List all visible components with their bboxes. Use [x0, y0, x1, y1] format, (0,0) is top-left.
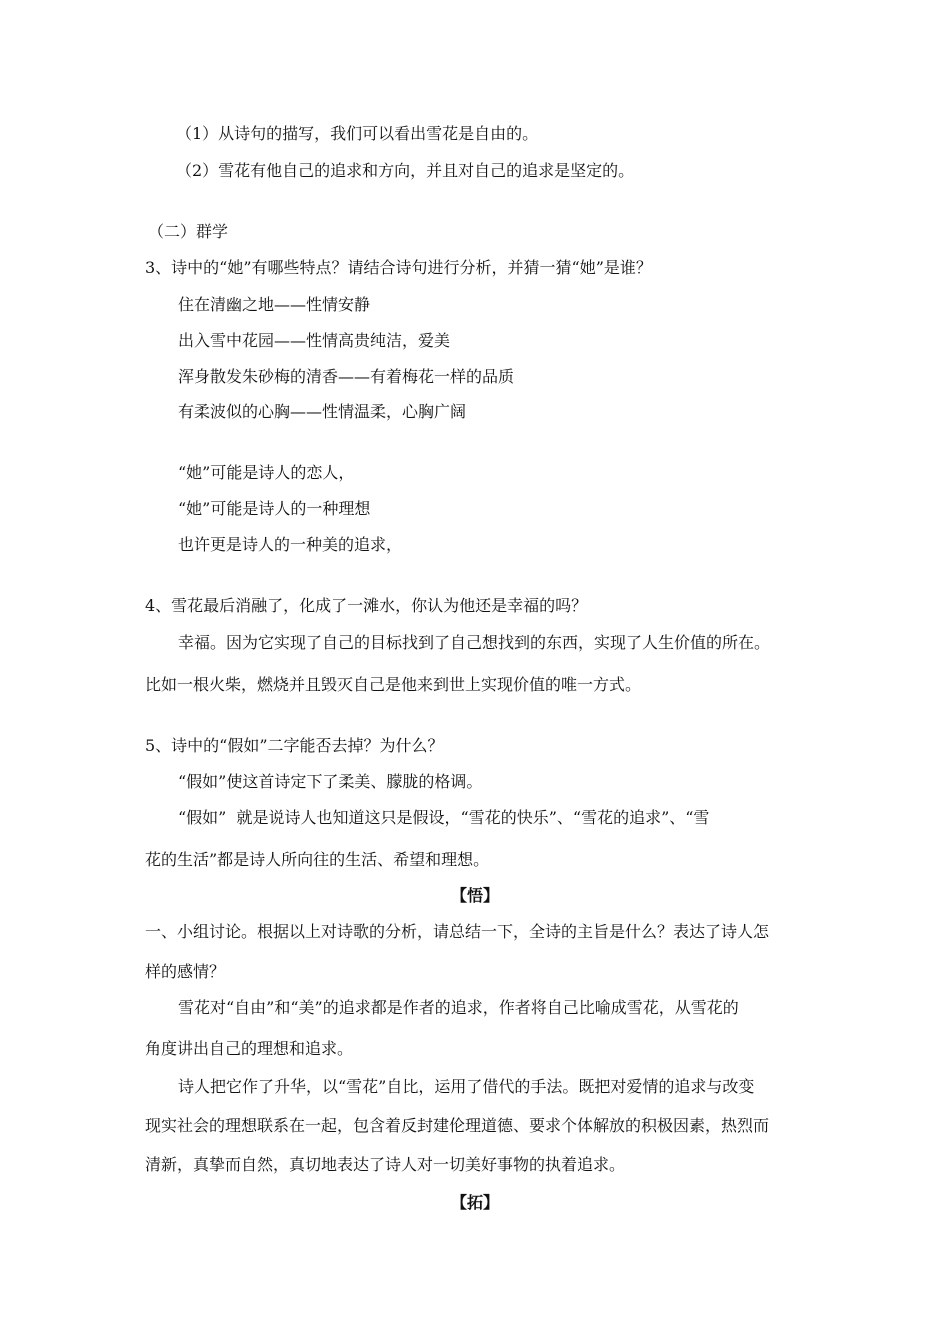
answer-line: “假如”使这首诗定下了柔美、朦胧的格调。 [178, 772, 483, 791]
answer-line: “假如” 就是说诗人也知道这只是假设，“雪花的快乐”、“雪花的追求”、“雪 [178, 808, 710, 827]
answer-line: 比如一根火柴，燃烧并且毁灭自己是他来到世上实现价值的唯一方式。 [145, 675, 642, 694]
paragraph-line: 现实社会的理想联系在一起，包含着反封建伦理道德、要求个体解放的积极因素，热烈而 [145, 1116, 770, 1135]
answer-line: 浑身散发朱砂梅的清香——有着梅花一样的品质 [178, 367, 515, 386]
answer-line: 出入雪中花园——性情高贵纯洁，爱美 [178, 331, 451, 350]
heading-wu: 【悟】 [450, 886, 499, 905]
answer-line: 有柔波似的心胸——性情温柔，心胸广阔 [178, 402, 467, 421]
task-line: 一、小组讨论。根据以上对诗歌的分析，请总结一下，全诗的主旨是什么？表达了诗人怎 [145, 922, 770, 941]
paragraph-line: 雪花对“自由”和“美”的追求都是作者的追求，作者将自己比喻成雪花，从雪花的 [178, 998, 739, 1017]
task-line: 样的感情？ [145, 962, 226, 981]
guess-line: “她”可能是诗人的一种理想 [178, 499, 371, 518]
question-3: 3、诗中的“她”有哪些特点？请结合诗句进行分析，并猜一猜“她”是谁？ [145, 258, 652, 277]
section-heading: （二）群学 [148, 222, 229, 241]
paragraph-line: （2）雪花有他自己的追求和方向，并且对自己的追求是坚定的。 [176, 161, 635, 180]
paragraph-line: 角度讲出自己的理想和追求。 [145, 1039, 354, 1058]
question-4: 4、雪花最后消融了，化成了一滩水，你认为他还是幸福的吗？ [145, 596, 588, 615]
paragraph-line: （1）从诗句的描写，我们可以看出雪花是自由的。 [176, 124, 539, 143]
paragraph-line: 清新，真挚而自然，真切地表达了诗人对一切美好事物的执着追求。 [145, 1155, 626, 1174]
question-5: 5、诗中的“假如”二字能否去掉？为什么？ [145, 736, 444, 755]
answer-line: 花的生活”都是诗人所向往的生活、希望和理想。 [145, 850, 490, 869]
guess-line: 也许更是诗人的一种美的追求， [178, 535, 403, 554]
answer-line: 住在清幽之地——性情安静 [178, 295, 371, 314]
heading-tuo: 【拓】 [450, 1193, 499, 1212]
guess-line: “她”可能是诗人的恋人， [178, 463, 355, 482]
answer-line: 幸福。因为它实现了自己的目标找到了自己想找到的东西，实现了人生价值的所在。 [178, 633, 771, 652]
paragraph-line: 诗人把它作了升华，以“雪花”自比，运用了借代的手法。既把对爱情的追求与改变 [178, 1077, 755, 1096]
